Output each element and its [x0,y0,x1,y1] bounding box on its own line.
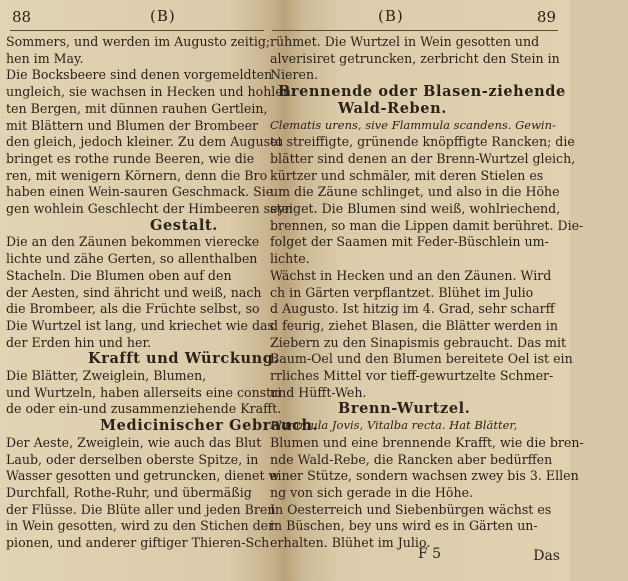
left-header-rule [10,30,264,31]
left-running-head: (B) [150,7,176,25]
text-line: Flammula Jovis, Vitalba recta. Hat Blätter, [270,418,518,433]
text-line: Die Wurtzel ist lang, und kriechet wie das [6,317,274,333]
text-line: hen im May. [6,50,84,66]
text-line: d feurig, ziehet Blasen, die Blätter werden in [270,317,558,333]
text-line: et streiffigte, grünende knöpffigte Rancken; die [270,134,575,150]
text-line: Stacheln. Die Blumen oben auf den [6,267,232,283]
text-line: in Büschen, bey uns wird es in Gärten un- [270,518,538,534]
text-line: Die Blätter, Zweiglein, Blumen, [6,368,207,383]
text-line: d Augusto. Ist hitzig im 4. Grad, sehr scharff [270,301,555,317]
text-line: pionen, und anderer giftiger Thieren-Sch [6,535,270,550]
text-line: Nieren. [270,67,319,83]
text-line: brennen, so man die Lippen damit berühret. Die- [270,217,584,233]
text-line: folget der Saamen mit Feder-Büschlein um- [270,234,549,250]
text-line: rühmet. Die Wurtzel in Wein gesotten und [270,34,540,49]
text-line: den gleich, jedoch kleiner. Zu dem Augusto [6,134,283,150]
left-page-header [0,6,270,30]
text-line: In Oesterreich und Siebenbürgen wächst es [270,501,552,517]
text-line: und Hüfft-Weh. [270,384,367,400]
text-line: einer Stütze, sondern wachsen zwey bis 3. Ellen [270,468,579,484]
text-line: Die Bocksbeere sind denen vorgemeldten [6,67,273,83]
text-line: kürtzer und schmäler, mit deren Stielen es [270,167,544,183]
text-line: haben einen Wein-sauren Geschmack. Sie [6,184,274,200]
text-line: Durchfall, Rothe-Ruhr, und übermäßig [6,484,252,500]
section-heading: Medicinischer Gebrauch. [100,417,319,435]
text-line: blätter sind denen an der Brenn-Wurtzel gleich, [270,150,576,166]
text-line: Laub, oder derselben oberste Spitze, in [6,451,259,467]
section-heading: Brennende oder Blasen-ziehende [278,83,566,101]
text-line: Clematis urens, sive Flammula scandens. Gewin- [270,117,556,132]
text-line: ten Bergen, mit dünnen rauhen Gertlein, [6,100,268,116]
text-line: Die an den Zäunen bekommen vierecke [6,234,260,250]
catchword: Das [533,548,560,564]
text-line: ch in Gärten verpflantzet. Blühet im Julio [270,284,534,300]
text-line: Der Aeste, Zweiglein, wie auch das Blut [6,434,262,450]
text-line: Wasser gesotten und getruncken, dienet w [6,468,280,484]
text-line: und Wurtzeln, haben allerseits eine constri [6,384,282,400]
text-line: lichte. [270,251,310,267]
text-line: in Wein gesotten, wird zu den Stichen der [6,518,275,534]
text-line: ren, mit wenigern Körnern, denn die Bro [6,167,268,183]
text-line: um die Zäune schlinget, und also in die Höhe [270,184,560,200]
text-line: lichte und zähe Gerten, so allenthalben [6,251,258,267]
text-line: Ziebern zu den Sinapismis gebraucht. Das mit [270,334,567,350]
right-page-header [268,6,570,30]
text-line: ungleich, sie wachsen in Hecken und hohlen [6,84,291,100]
section-heading: Wald-Reben. [338,99,447,117]
text-line: die Brombeer, als die Früchte selbst, so [6,301,260,317]
right-header-rule [272,30,558,31]
text-line: ng von sich gerade in die Höhe. [270,484,474,500]
text-line: der Flüsse. Die Blüte aller und jeden Bren [6,501,276,517]
right-page-number: 89 [536,8,556,26]
text-line: erhalten. Blühet im Julio. [270,535,431,550]
text-line: steiget. Die Blumen sind weiß, wohlriechend, [270,201,561,216]
text-line: alverisiret getruncken, zerbricht den Stein in [270,50,560,66]
text-line: Baum-Oel und den Blumen bereitete Oel ist ein [270,351,573,367]
right-page [268,0,584,581]
text-line: nde Wald-Rebe, die Rancken aber bedürffen [270,451,553,467]
text-line: der Erden hin und her. [6,334,152,350]
text-line: mit Blättern und Blumen der Brombeer [6,117,259,133]
text-line: der Aesten, sind ähricht und weiß, nach [6,284,262,300]
section-heading: Krafft und Würckung. [88,350,280,368]
section-heading: Gestalt. [150,216,218,234]
text-line: gen wohlein Geschlecht der Himbeeren seyn [6,201,293,216]
text-line: bringet es rothe runde Beeren, wie die [6,150,255,166]
right-running-head: (B) [378,7,404,25]
left-page-number: 88 [12,8,32,26]
section-heading: Brenn-Wurtzel. [338,400,471,418]
text-line: rrliches Mittel vor tieff-gewurtzelte Schmer- [270,368,554,383]
text-line: Sommers, und werden im Augusto zeitig; [6,34,271,49]
text-line: Blumen und eine brennende Krafft, wie die bren- [270,434,584,450]
text-line: de oder ein-und zusammenziehende Krafft. [6,401,282,417]
text-line: Wächst in Hecken und an den Zäunen. Wird [270,267,552,283]
signature-mark: F 5 [418,546,442,562]
